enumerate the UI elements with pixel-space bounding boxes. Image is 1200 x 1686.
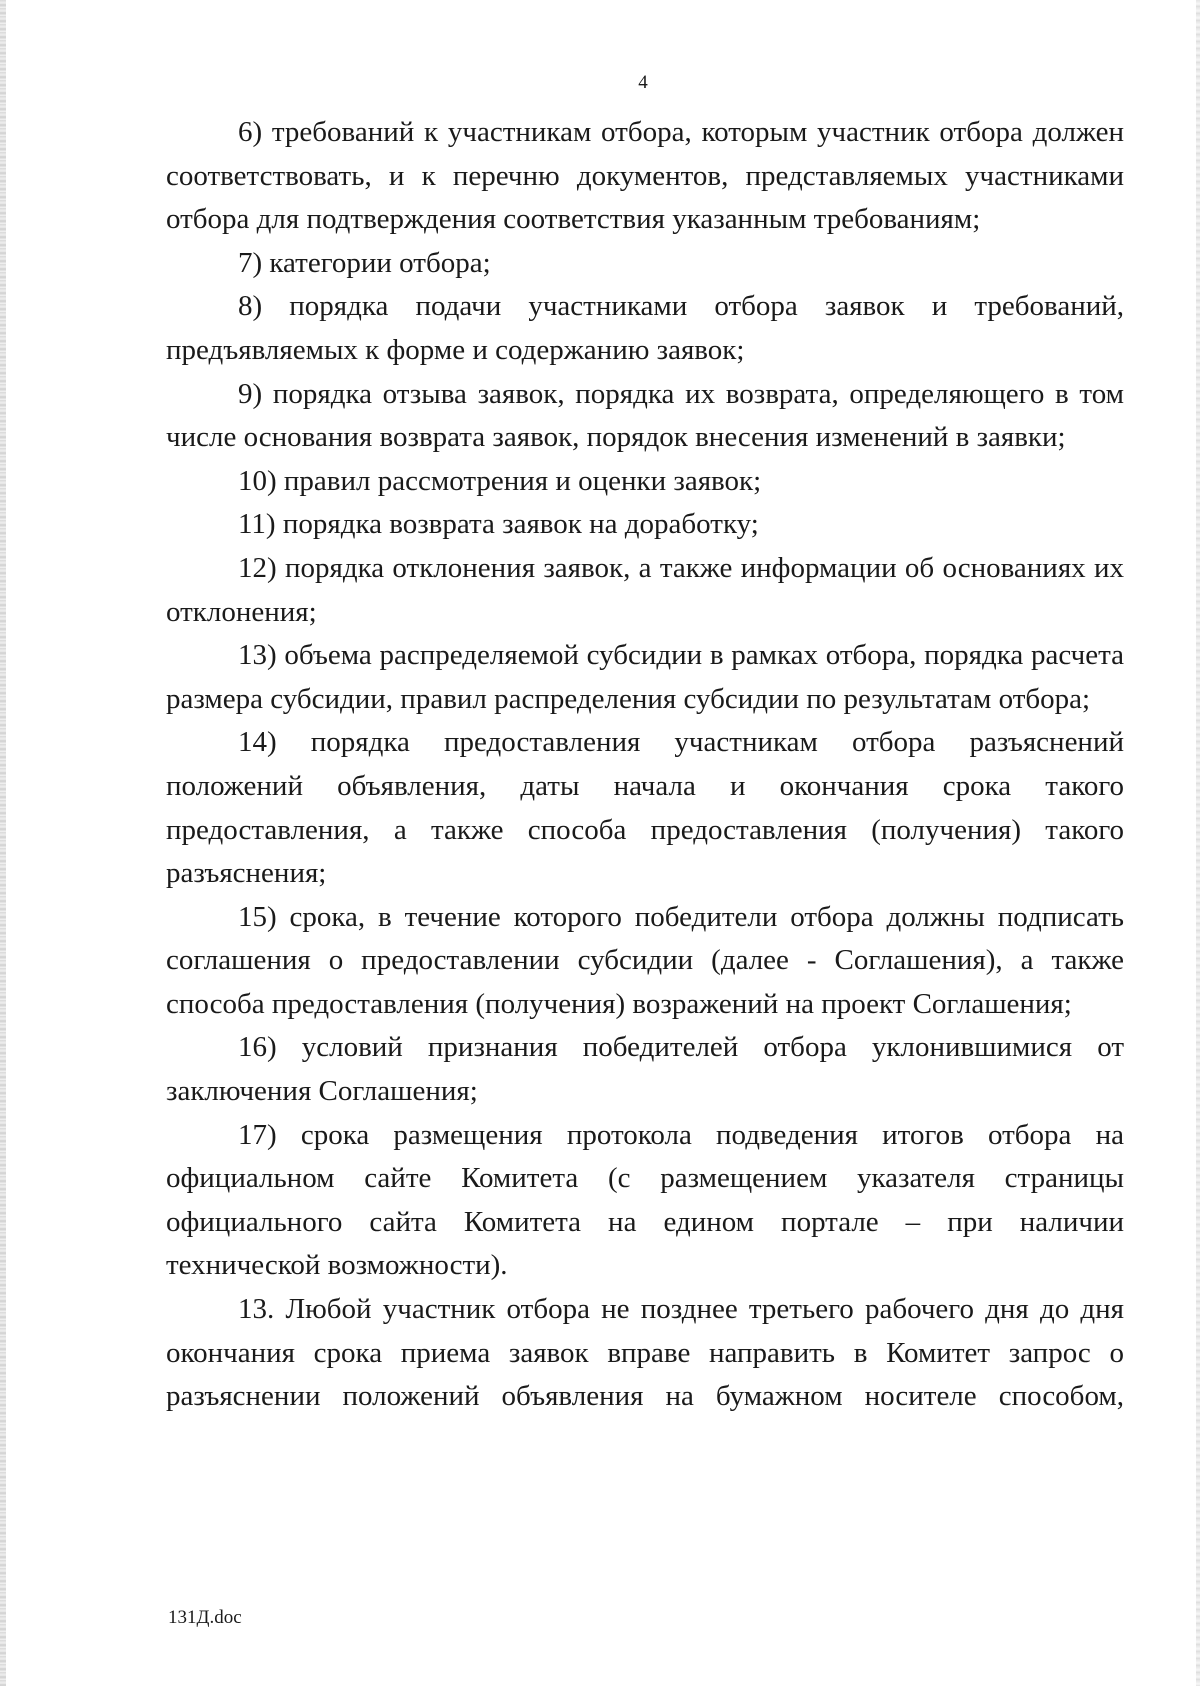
paragraph-item-9: 9) порядка отзыва заявок, порядка их возврата, определяющего в том числе основания возврата заявок, порядок внесения изменений в заявки; [166, 377, 1124, 454]
paragraph-item-16: 16) условий признания победителей отбора уклонившимися от заключения Соглашения; [166, 1031, 1124, 1108]
scan-edge-right [1196, 0, 1200, 1686]
paragraph-item-10: 10) правил рассмотрения и оценки заявок; [238, 464, 762, 497]
page-number: 4 [638, 72, 648, 93]
paragraph-clause-13: 13. Любой участник отбора не позднее третьего рабочего дня до дня окончания срока приема заявок вправе направить в Комитет запрос о разъяснении положений объявления на бумажном носителе способом, [166, 1293, 1124, 1413]
paragraph-item-11: 11) порядка возврата заявок на доработку; [238, 508, 759, 541]
scan-edge-left [0, 0, 6, 1686]
paragraph-item-13: 13) объема распределяемой субсидии в рамках отбора, порядка расчета размера субсидии, правил распределения субсидии по результатам отбора; [166, 639, 1124, 715]
document-body [166, 111, 1124, 1419]
paragraph-item-7: 7) категории отбора; [238, 246, 491, 279]
paragraph-item-12: 12) порядка отклонения заявок, а также информации об основаниях их отклонения; [166, 551, 1124, 628]
paragraph-item-6: 6) требований к участникам отбора, которым участник отбора должен соответствовать, и к перечню документов, представляемых участниками отбора для подтверждения соответствия указанным требованиям; [166, 116, 1124, 236]
paragraph-item-14: 14) порядка предоставления участникам отбора разъяснений положений объявления, даты начала и окончания срока такого предоставления, а также способа предоставления (получения) такого разъяснения; [166, 726, 1124, 890]
paragraph-item-8: 8) порядка подачи участниками отбора заявок и требований, предъявляемых к форме и содержанию заявок; [166, 290, 1124, 366]
paragraph-item-17: 17) срока размещения протокола подведения итогов отбора на официальном сайте Комитета (с размещением указателя страницы официального сайта Комитета на едином портале – при наличии технической возможности). [166, 1118, 1124, 1282]
footer-filename: 131Д.doc [168, 1607, 242, 1628]
paragraph-item-15: 15) срока, в течение которого победители отбора должны подписать соглашения о предоставлении субсидии (далее - Соглашения), а также способа предоставления (получения) возражений на проект Соглашения; [166, 900, 1124, 1020]
